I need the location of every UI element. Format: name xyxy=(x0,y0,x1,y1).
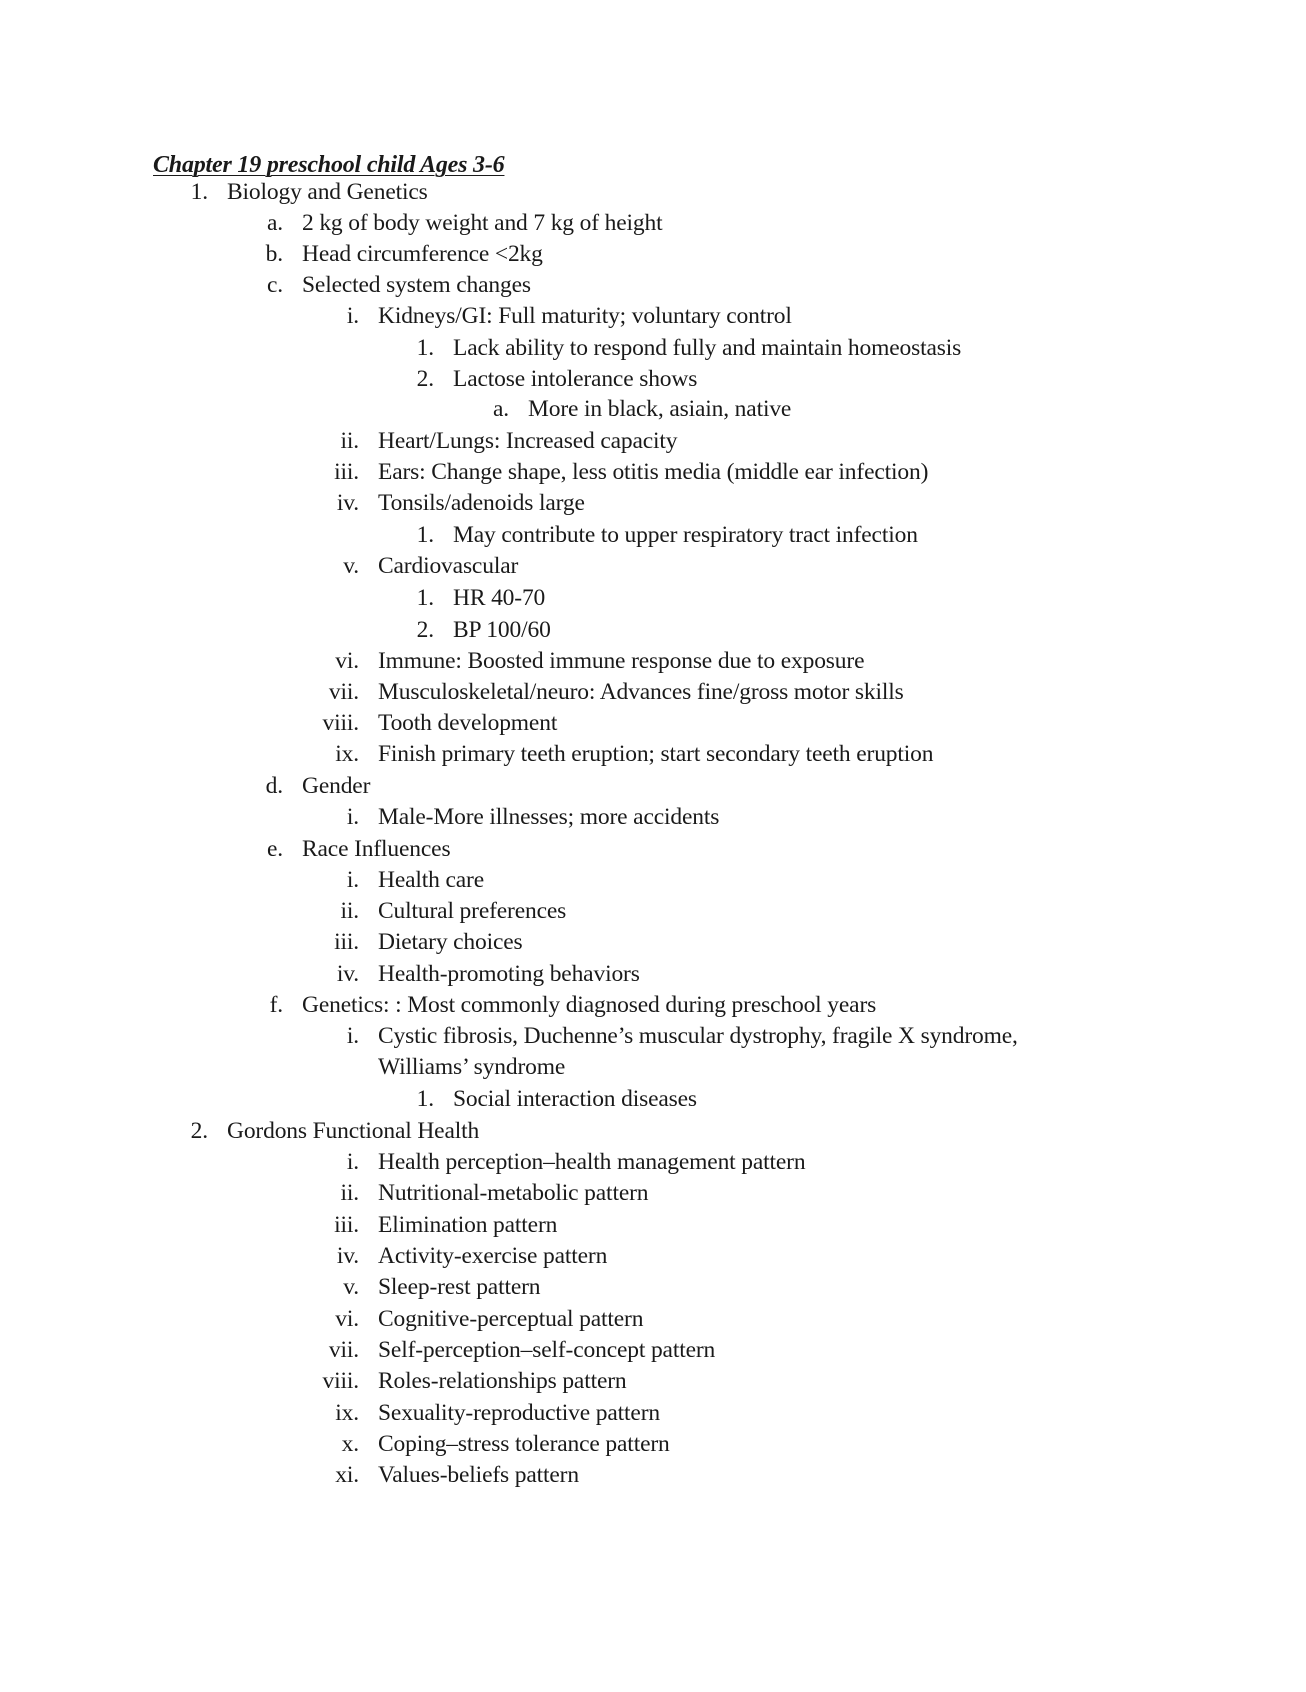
list-marker: iii. xyxy=(334,929,359,955)
list-marker: v. xyxy=(343,553,359,579)
list-item-text: Biology and Genetics xyxy=(227,179,428,205)
list-item-text: Race Influences xyxy=(302,836,451,862)
list-marker: iv. xyxy=(336,961,359,987)
list-marker: ii. xyxy=(340,428,359,454)
list-item-text: Tooth development xyxy=(378,710,558,736)
list-item-text: Immune: Boosted immune response due to exposure xyxy=(378,648,865,674)
list-item-text: Social interaction diseases xyxy=(453,1086,697,1112)
list-item-text: Health perception–health management pattern xyxy=(378,1149,806,1175)
list-item-text: Coping–stress tolerance pattern xyxy=(378,1431,670,1457)
list-marker: 2. xyxy=(190,1118,208,1144)
list-marker: ii. xyxy=(340,898,359,924)
list-marker: i. xyxy=(346,1023,359,1049)
list-item-text: Roles-relationships pattern xyxy=(378,1368,627,1394)
list-item-text: Dietary choices xyxy=(378,929,523,955)
list-marker: vii. xyxy=(328,1337,359,1363)
list-item-text: Finish primary teeth eruption; start secondary teeth eruption xyxy=(378,741,934,767)
list-marker: xi. xyxy=(335,1462,359,1488)
list-item-text: Kidneys/GI: Full maturity; voluntary control xyxy=(378,303,792,329)
list-marker: d. xyxy=(265,773,283,799)
list-item-text: Cystic fibrosis, Duchenne’s muscular dystrophy, fragile X syndrome, xyxy=(378,1023,1018,1049)
list-item-text: Gordons Functional Health xyxy=(227,1118,480,1144)
list-marker: iii. xyxy=(334,459,359,485)
list-marker: 1. xyxy=(416,1086,434,1112)
list-item-text: Musculoskeletal/neuro: Advances fine/gross motor skills xyxy=(378,679,904,705)
list-item-text: Selected system changes xyxy=(302,272,531,298)
list-marker: ix. xyxy=(335,741,359,767)
list-marker: f. xyxy=(269,992,283,1018)
list-marker: a. xyxy=(492,396,509,422)
list-marker: v. xyxy=(343,1274,359,1300)
list-item-text: Ears: Change shape, less otitis media (middle ear infection) xyxy=(378,459,929,485)
list-marker: e. xyxy=(266,836,283,862)
list-item-text: Values-beliefs pattern xyxy=(378,1462,579,1488)
list-marker: iv. xyxy=(336,490,359,516)
list-marker: 1. xyxy=(416,585,434,611)
list-marker: 1. xyxy=(416,522,434,548)
list-item-text: Tonsils/adenoids large xyxy=(378,490,585,516)
list-item-text: Sleep-rest pattern xyxy=(378,1274,541,1300)
list-item-text: Lactose intolerance shows xyxy=(453,366,698,392)
list-marker: i. xyxy=(346,804,359,830)
list-item-text: Heart/Lungs: Increased capacity xyxy=(378,428,678,454)
list-marker: vi. xyxy=(335,648,359,674)
list-marker: iv. xyxy=(336,1243,359,1269)
document-title: Chapter 19 preschool child Ages 3-6 xyxy=(153,152,505,178)
list-item-text: Cardiovascular xyxy=(378,553,519,579)
list-item-text: Cultural preferences xyxy=(378,898,567,924)
list-item-text: HR 40-70 xyxy=(453,585,546,611)
list-item-text: May contribute to upper respiratory tract infection xyxy=(453,522,918,548)
list-marker: i. xyxy=(346,1149,359,1175)
list-marker: x. xyxy=(341,1431,359,1457)
list-item-text: Activity-exercise pattern xyxy=(378,1243,608,1269)
list-marker: iii. xyxy=(334,1212,359,1238)
list-marker: b. xyxy=(265,241,283,267)
list-item-text: Elimination pattern xyxy=(378,1212,558,1238)
list-marker: 2. xyxy=(416,366,434,392)
list-item-text: Lack ability to respond fully and maintain homeostasis xyxy=(453,335,962,361)
list-item-text: BP 100/60 xyxy=(453,617,551,643)
list-marker: vii. xyxy=(328,679,359,705)
list-item-text: Health-promoting behaviors xyxy=(378,961,640,987)
list-marker: 2. xyxy=(416,617,434,643)
list-item-text: Sexuality-reproductive pattern xyxy=(378,1400,660,1426)
list-item-text: 2 kg of body weight and 7 kg of height xyxy=(302,210,663,236)
list-item-text: Cognitive-perceptual pattern xyxy=(378,1306,644,1332)
list-marker: viii. xyxy=(322,1368,359,1394)
list-item-text: Male-More illnesses; more accidents xyxy=(378,804,720,830)
list-marker: i. xyxy=(346,867,359,893)
list-marker: i. xyxy=(346,303,359,329)
list-item-text: Self-perception–self-concept pattern xyxy=(378,1337,716,1363)
list-item-text: Genetics: : Most commonly diagnosed during preschool years xyxy=(302,992,877,1018)
list-item-text: Health care xyxy=(378,867,484,893)
list-marker: 1. xyxy=(416,335,434,361)
list-item-text: Gender xyxy=(302,773,371,799)
list-marker: a. xyxy=(266,210,283,236)
list-marker: ii. xyxy=(340,1180,359,1206)
list-marker: viii. xyxy=(322,710,359,736)
list-marker: ix. xyxy=(335,1400,359,1426)
list-marker: c. xyxy=(266,272,283,298)
list-item-text: Nutritional-metabolic pattern xyxy=(378,1180,649,1206)
list-item-text: Head circumference <2kg xyxy=(302,241,543,267)
list-item-text: More in black, asiain, native xyxy=(528,396,792,422)
list-item-text: Williams’ syndrome xyxy=(378,1054,566,1080)
list-marker: 1. xyxy=(190,179,208,205)
list-marker: vi. xyxy=(335,1306,359,1332)
